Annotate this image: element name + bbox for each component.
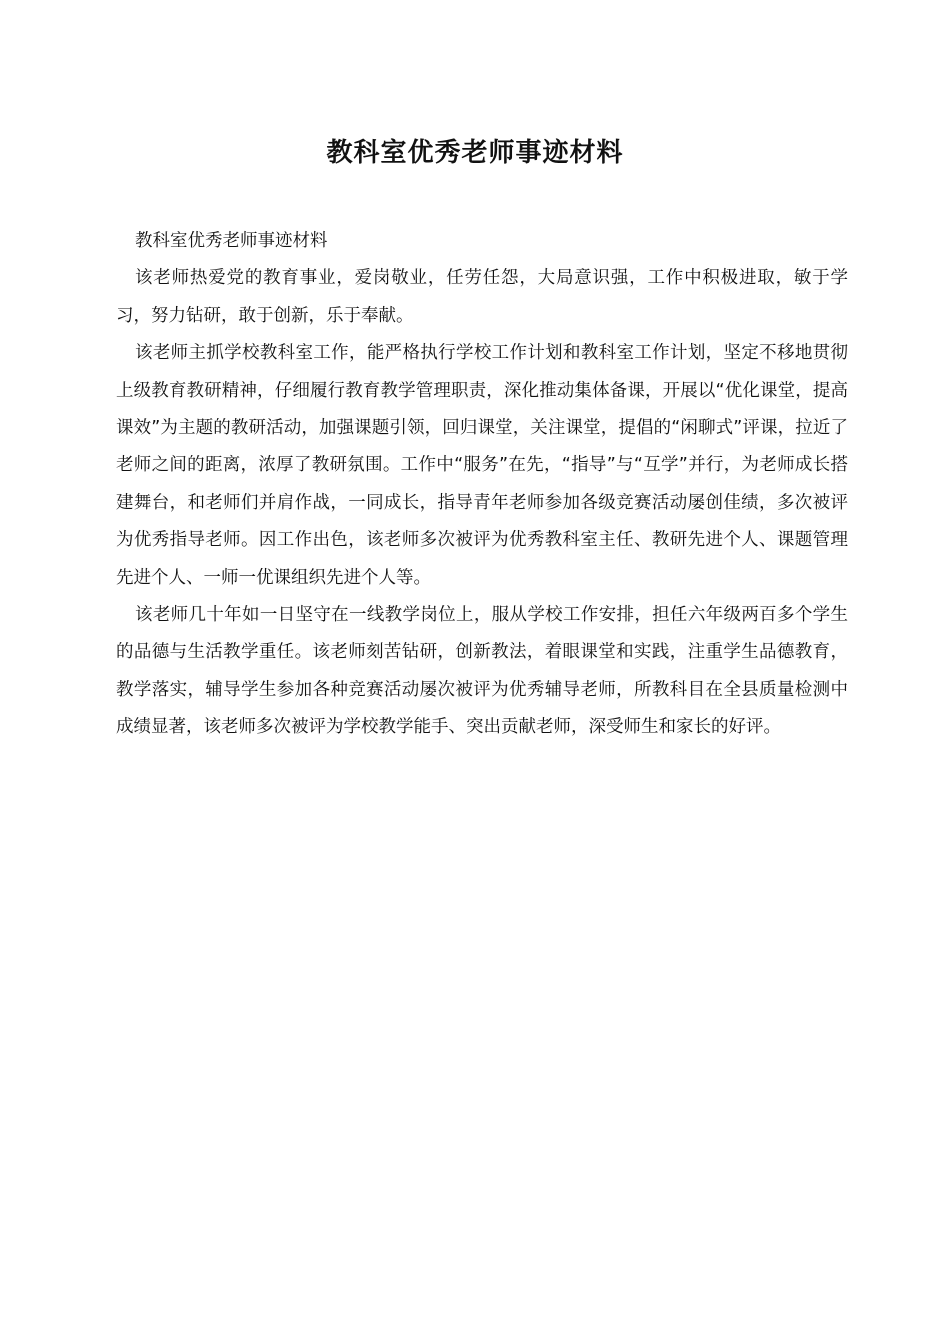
document-body	[116, 223, 848, 747]
document-title: 教科室优秀老师事迹材料	[326, 138, 624, 168]
body-paragraph-heading: 教科室优秀老师事迹材料	[135, 231, 328, 251]
body-paragraph-2: 该老师主抓学校教科室工作，能严格执行学校工作计划和教科室工作计划，坚定不移地贯彻上级教育教研精神，仔细履行教育教学管理职责，深化推动集体备课，开展以“优化课堂，提高课效”为主题的教研活动，加强课题引领，回归课堂，关注课堂，提倡的“闲聊式”评课，拉近了老师之间的距离，浓厚了教研氛围。工作中“服务”在先，“指导”与“互学”并行，为老师成长搭建舞台，和老师们并肩作战，一同成长，指导青年老师参加各级竞赛活动屡创佳绩，多次被评为优秀指导老师。因工作出色，该老师多次被评为优秀教科室主任、教研先进个人、课题管理先进个人、一师一优课组织先进个人等。	[116, 343, 848, 588]
body-paragraph-3: 该老师几十年如一日坚守在一线教学岗位上，服从学校工作安排，担任六年级两百多个学生的品德与生活教学重任。该老师刻苦钻研，创新教法，着眼课堂和实践，注重学生品德教育，教学落实，辅导学生参加各种竞赛活动屡次被评为优秀辅导老师，所教科目在全县质量检测中成绩显著，该老师多次被评为学校教学能手、突出贡献老师，深受师生和家长的好评。	[116, 605, 848, 738]
body-paragraph-1: 该老师热爱党的教育事业，爱岗敬业，任劳任怨，大局意识强，工作中积极进取，敏于学习，努力钻研，敢于创新，乐于奉献。	[116, 268, 848, 326]
